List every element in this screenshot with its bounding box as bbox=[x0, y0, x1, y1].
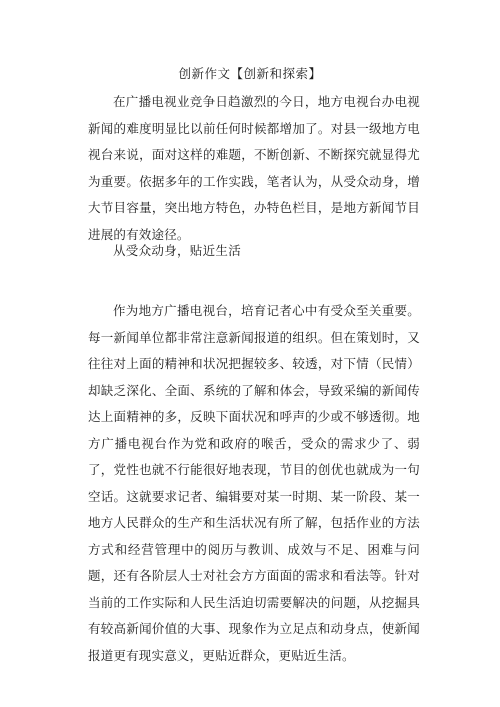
document-title: 创新作文【创新和探索】 bbox=[178, 66, 322, 81]
intro-paragraph: 在广播电视业竞争日趋激烈的今日，地方电视台办电视新闻的难度明显比以前任何时候都增加了。对县一级地方电视台来说，面对这样的难题，不断创新、不断探究就显得尤为重要。依据多年的工作实践，笔者认为，从受众动身，增大节目容量，突出地方特色，办特色栏目，是地方新闻节目进展的有效途径。 bbox=[88, 94, 420, 242]
section-heading: 从受众动身，贴近生活 bbox=[113, 243, 242, 258]
section-paragraph: 作为地方广播电视台，培育记者心中有受众至关重要。每一新闻单位都非常注意新闻报道的组织。但在策划时，又往往对上面的精神和状况把握较多、较透，对下情（民情）却缺乏深化、全面、系统的了解和体会，导致采编的新闻传达上面精神的多，反映下面状况和呼声的少或不够透彻。地方广播电视台作为党和政府的喉舌，受众的需求少了、弱了，党性也就不行能很好地表现，节目的创优也就成为一句空话。这就要求记者、编辑要对某一时期、某一阶段、某一地方人民群众的生产和生活状况有所了解，包括作业的方法方式和经营管理中的阅历与教训、成效与不足、困难与问题，还有各阶层人士对社会方方面面的需求和看法等。针对当前的工作实际和人民生活迫切需要解决的问题，从挖掘具有较高新闻价值的大事、现象作为立足点和动身点，使新闻报道更有现实意义，更贴近群众，更贴近生活。 bbox=[88, 303, 420, 663]
